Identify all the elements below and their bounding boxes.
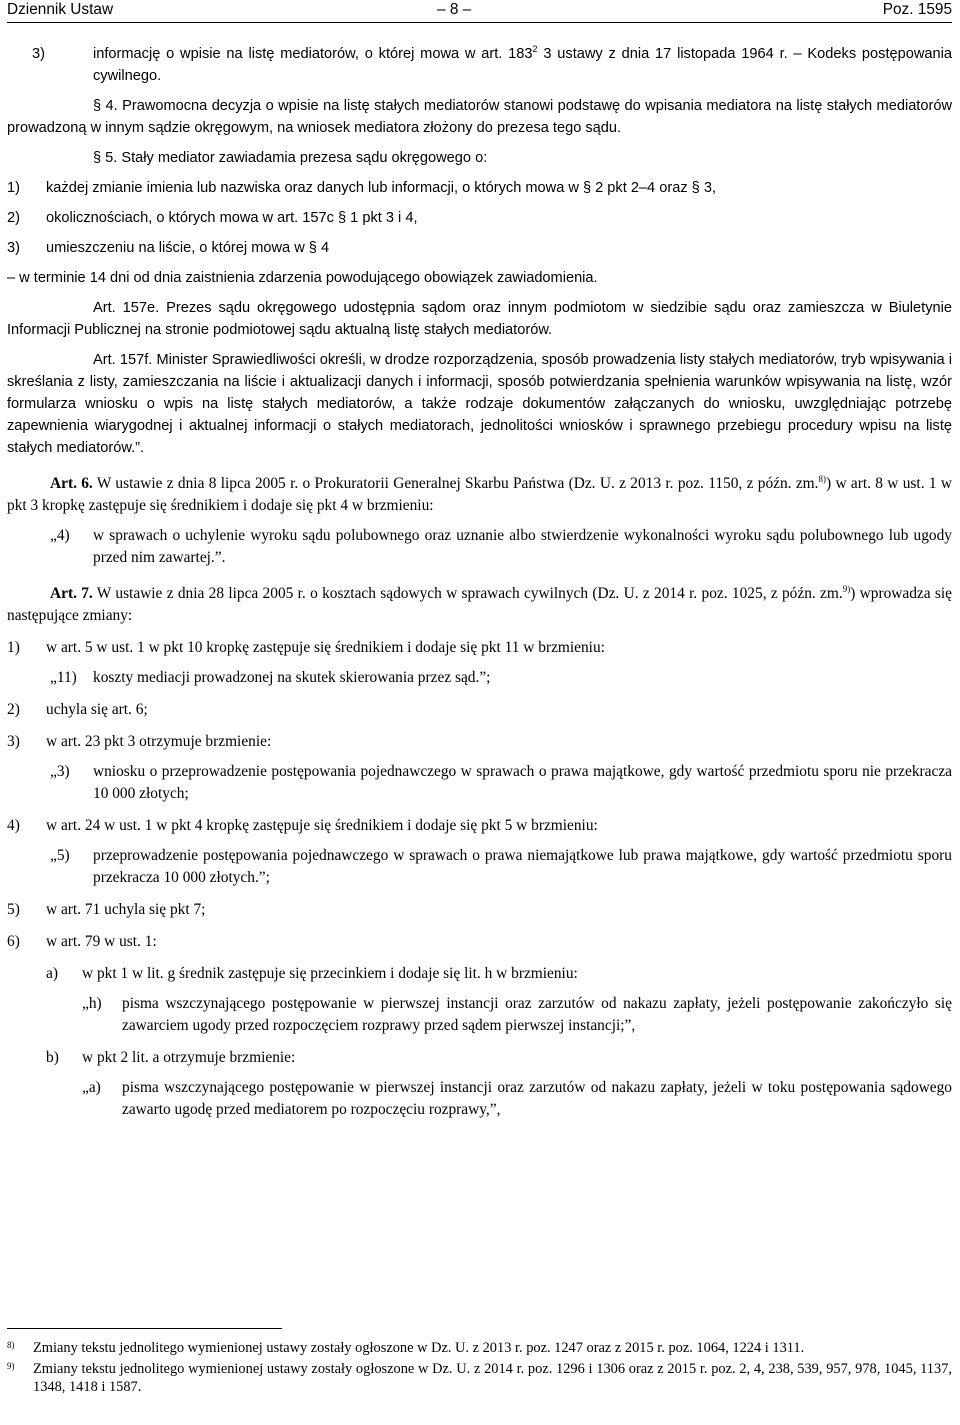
paragraph: § 4. Prawomocna decyzja o wpisie na listę stałych mediatorów stanowi podstawę do wpisania mediatora na listę stałych mediatorów prowadzoną w innym sądzie okręgowym, na wniosek mediatora złożony do prezesa tego sądu. — [7, 98, 952, 136]
list-item: 3) w art. 23 pkt 3 otrzymuje brzmienie: — [7, 733, 272, 750]
footnote: 9) Zmiany tekstu jednolitego wymienionej ustawy zostały ogłoszone w Dz. U. z 2014 r. poz. 1296 i 1306 oraz z 2015 r. poz. 2, 4, 238, 539, 957, 978, 1045, 1137, 1348, 1418 i 1587. — [7, 1361, 952, 1395]
footnote: 8) Zmiany tekstu jednolitego wymienionej ustawy zostały ogłoszone w Dz. U. z 2013 r. poz. 1247 oraz z 2015 r. poz. 1064, 1224 i 1311. — [7, 1340, 805, 1356]
list-item: 3) umieszczeniu na liście, o której mowa w § 4 — [7, 240, 330, 256]
sub-item: a) w pkt 1 w lit. g średnik zastępuje się przecinkiem i dodaje się lit. h w brzmieniu: — [46, 965, 578, 982]
position-number: Poz. 1595 — [882, 1, 952, 18]
quoted-item: „a) pisma wszczynającego postępowanie w pierwszej instancji oraz zarzutów od nakazu zapłaty, jeżeli w toku postępowania sądowego zawarto ugodę przed mediatorem po rozpoczęciu rozprawy,”, — [82, 1079, 952, 1118]
list-item: 2) okolicznościach, o których mowa w art. 157c § 1 pkt 3 i 4, — [7, 210, 418, 226]
quoted-item: „4) w sprawach o uchylenie wyroku sądu polubownego oraz uznanie albo stwierdzenie wykonalności wyroku sądu polubownego lub ugody przed nim zawartej.”. — [50, 527, 952, 566]
list-item: 2) uchyla się art. 6; — [7, 701, 148, 718]
paragraph: § 5. Stały mediator zawiadamia prezesa sądu okręgowego o: — [93, 150, 488, 166]
sub-item: b) w pkt 2 lit. a otrzymuje brzmienie: — [46, 1049, 296, 1066]
list-item: 1) w art. 5 w ust. 1 w pkt 10 kropkę zastępuje się średnikiem i dodaje się pkt 11 w brzmieniu: — [7, 639, 605, 656]
article-7: Art. 7. W ustawie z dnia 28 lipca 2005 r. o kosztach sądowych w sprawach cywilnych (Dz. U. z 2014 r. poz. 1025, z późn. zm.$^{9)}$) wprowadza się następujące zmiany: — [7, 584, 952, 624]
quoted-item: „3) wniosku o przeprowadzenie postępowania pojednawczego w sprawach o prawa majątkowe, gdy wartość przedmiotu sporu nie przekracza 10 000 złotych; — [50, 763, 952, 802]
list-item: 6) w art. 79 w ust. 1: — [7, 933, 157, 950]
article-157f: Art. 157f. Minister Sprawiedliwości określi, w drodze rozporządzenia, sposób prowadzenia listy stałych mediatorów, tryb wpisywania i skreślania z listy, zamieszczania na liście i aktualizacji danych i informacji, sposób potwierdzania spełnienia warunków wpisywania na listę, wzór formularza wniosku o wpis na listę stałych mediatorów, a także rodzaje dokumentów załączanych do wniosku, uwzględniając potrzebę zapewnienia wiarygodnej i aktualnej informacji o stałych mediatorach, jednolitości wniosków i sprawnego przebiegu procedury wpisu na listę stałych mediatorów.”. — [7, 352, 952, 456]
paragraph: – w terminie 14 dni od dnia zaistnienia zdarzenia powodującego obowiązek zawiadomienia. — [7, 270, 598, 286]
journal-title: Dziennik Ustaw — [7, 1, 114, 18]
enumeration — [7, 177, 952, 259]
quoted-item: „11) koszty mediacji prowadzonej na skutek skierowania przez sąd.”; — [50, 669, 491, 686]
page-number: – 8 – — [437, 1, 472, 18]
article-157e: Art. 157e. Prezes sądu okręgowego udostępnia sądom oraz innym podmiotom w siedzibie sądu oraz zamieszcza w Biuletynie Informacji Publicznej na stronie podmiotowej sądu aktualną listę stałych mediatorów. — [7, 300, 952, 338]
section-sans — [7, 43, 952, 459]
list-item: 5) w art. 71 uchyla się pkt 7; — [7, 901, 206, 918]
list-item: 4) w art. 24 w ust. 1 w pkt 4 kropkę zastępuje się średnikiem i dodaje się pkt 5 w brzmieniu: — [7, 817, 598, 834]
footnote-separator — [7, 1328, 282, 1329]
list-item: 1) każdej zmianie imienia lub nazwiska oraz danych lub informacji, o których mowa w § 2 pkt 2–4 oraz § 3, — [7, 180, 717, 196]
list-item: 3) informację o wpisie na listę mediatorów, o której mowa w art. $183^2$ 3 ustawy z dnia 17 listopada 1964 r. – Kodeks postępowania cywilnego. — [32, 44, 952, 84]
quoted-item: „h) pisma wszczynającego postępowanie w pierwszej instancji oraz zarzutów od nakazu zapłaty, jeżeli postępowanie zakończyło się zawarciem ugody przed rozpoczęciem rozprawy przed sądem pierwszej instancji;”, — [82, 995, 952, 1034]
main-text — [7, 43, 952, 1121]
page-header — [7, 0, 952, 23]
article-6: Art. 6. W ustawie z dnia 8 lipca 2005 r. o Prokuratorii Generalnej Skarbu Państwa (Dz. U. z 2013 r. poz. 1150, z późn. zm.$^{8)}$) w art. 8 w ust. 1 w pkt 3 kropkę zastępuje się średnikiem i dodaje się pkt 4 w brzmieniu: — [7, 474, 953, 514]
quoted-item: „5) przeprowadzenie postępowania pojednawczego w sprawach o prawa niemajątkowe lub prawa majątkowe, gdy wartość przedmiotu sporu przekracza 10 000 złotych.”; — [50, 847, 952, 886]
footnotes — [7, 1339, 952, 1399]
